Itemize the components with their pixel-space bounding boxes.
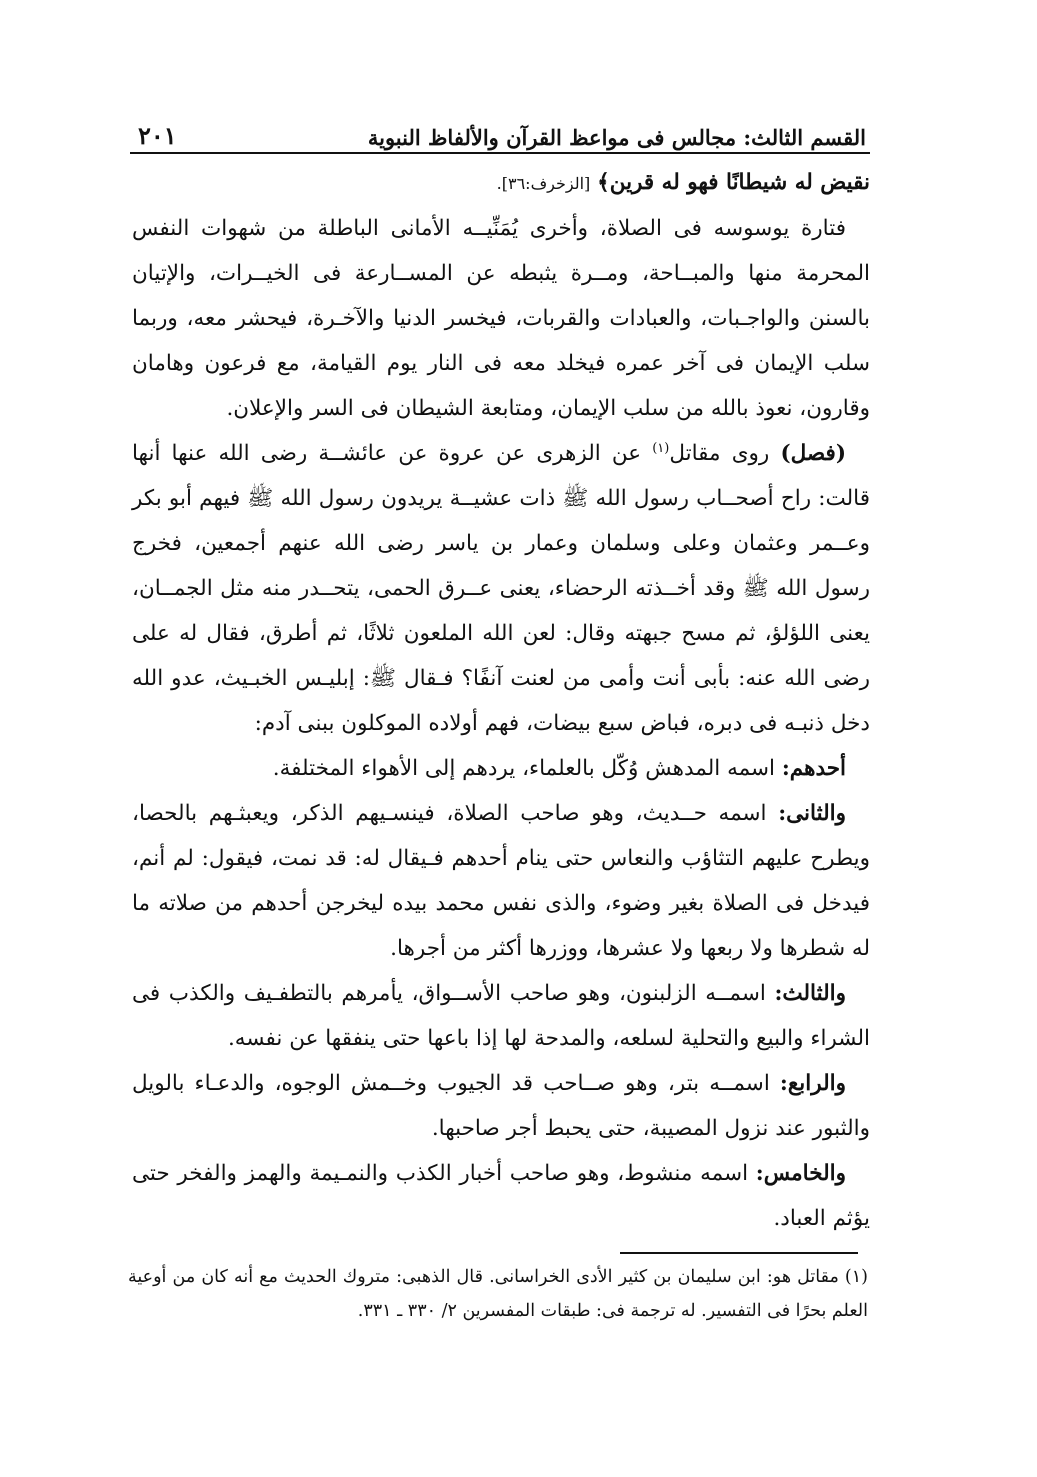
item-label: والثانى: [778, 801, 846, 826]
verse-reference: [الزخرف:٣٦]. [496, 174, 591, 193]
footnote-marker[interactable]: (١) [652, 440, 670, 456]
item-label: والثالث: [774, 981, 846, 1006]
running-header [138, 110, 866, 150]
header-rule [130, 152, 870, 154]
item-label: والرابع: [779, 1071, 846, 1096]
paragraph-4 [132, 791, 870, 971]
item-text: اسمــه بتر، وهو صــاحب قد الجيوب وخــمش الوجوه، والدعـاء بالويل والثبور عند نزول المصيبة، حتى يحبط أجر صاحبها. [132, 1071, 870, 1141]
item-text: اسمه منشوط، وهو صاحب أخبار الكذب والنمـيمة والهمز والفخر حتى يؤثم العباد. [132, 1161, 870, 1231]
header-title: مجالس فى مواعظ القرآن والألفاظ النبوية [367, 125, 737, 150]
paragraph-2-lead: روى مقاتل [669, 441, 770, 466]
paragraph-2 [132, 431, 870, 746]
section-label: (فصل) [780, 441, 846, 466]
footnote-1: (١) مقاتل هو: ابن سليمان بن كثير الأدى الخراسانى. قال الذهبى: متروك الحديث مع أنه كان من أوعية العلم بحرًا فى التفسير. له ترجمة فى: طبقات المفسرين ٢/ ٣٣٠ ـ ٣٣١. [128, 1267, 868, 1321]
header-title-block [368, 125, 866, 150]
header-part-label: القسم الثالث: [743, 125, 866, 150]
footnote-rule [620, 1252, 858, 1254]
item-text: اسمه المدهش وُكّل بالعلماء، يردهم إلى الأهواء المختلفة. [272, 756, 776, 781]
item-text: اسمه حــديث، وهو صاحب الصلاة، فينسـيهم الذكر، ويعبثـهم بالحصا، ويطرح عليهم التثاؤب والنعاس حتى ينام أحدهم فـيقال له: قد نمت، فيقول: لم أنم، فيدخل فى الصلاة بغير وضوء، والذى نفس محمد بيده ليخرجن أحدهم من صلاته ما له شطرها ولا ربعها ولا عشرها، ووزرها أكثر من أجرها. [132, 801, 870, 961]
paragraph-7 [132, 1151, 870, 1241]
verse-text: نقيض له شيطانًا فهو له قرين﴾ [597, 170, 870, 195]
item-label: أحدهم: [781, 756, 846, 781]
verse-line [132, 160, 870, 206]
paragraph-6 [132, 1061, 870, 1151]
paragraph-2-text: عن الزهرى عن عروة عن عائشــة رضى الله عنها أنها قالت: راح أصحــاب رسول الله ﷺ ذات عشيــة يريدون رسول الله ﷺ فيهم أبو بكر وعــمر وعثمان وعلى وسلمان وعمار بن ياسر رضى الله عنهم أجمعين، فخرج رسول الله ﷺ وقد أخــذته الرحضاء، يعنى عــرق الحمى، يتحــدر منه مثل الجمــان، يعنى اللؤلؤ، ثم مسح جبهته وقال: لعن الله الملعون ثلاثًا، ثم أطرق، فقال له على رضى الله عنه: بأبى أنت وأمى من لعنت آنفًا؟ فـقال ﷺ: إبليـس الخبـيث، عدو الله دخل ذنبـه فى دبره، فباض سبع بيضات، فهم أولاده الموكلون ببنى آدم: [132, 441, 870, 736]
item-text: اسمــه الزلبنون، وهو صاحب الأســواق، يأمرهم بالتطفـيف والكذب فى الشراء والبيع والتحلية لسلعه، والمدحة لها إذا باعها حتى ينفقها عن نفسه. [132, 981, 870, 1051]
footnotes [128, 1260, 868, 1328]
paragraph-1: فتارة يوسوسه فى الصلاة، وأخرى يُمَنِّيــه الأمانى الباطلة من شهوات النفس المحرمة منها والمبــاحة، ومــرة يثبطه عن المســارعة فى الخيــرات، والإتيان بالسنن والواجـبات، والعبادات والقربات، فيخسر الدنيا والآخـرة، فيحشر معه، وربما سلب الإيمان فى آخر عمره فيخلد معه فى النار يوم القيامة، مع فرعون وهامان وقارون، نعوذ بالله من سلب الإيمان، ومتابعة الشيطان فى السر والإعلان. [132, 216, 870, 421]
paragraph-5 [132, 971, 870, 1061]
main-text [132, 160, 870, 1241]
paragraph-3 [132, 746, 870, 791]
item-label: والخامس: [755, 1161, 846, 1186]
page-number: ٢٠١ [138, 121, 177, 150]
